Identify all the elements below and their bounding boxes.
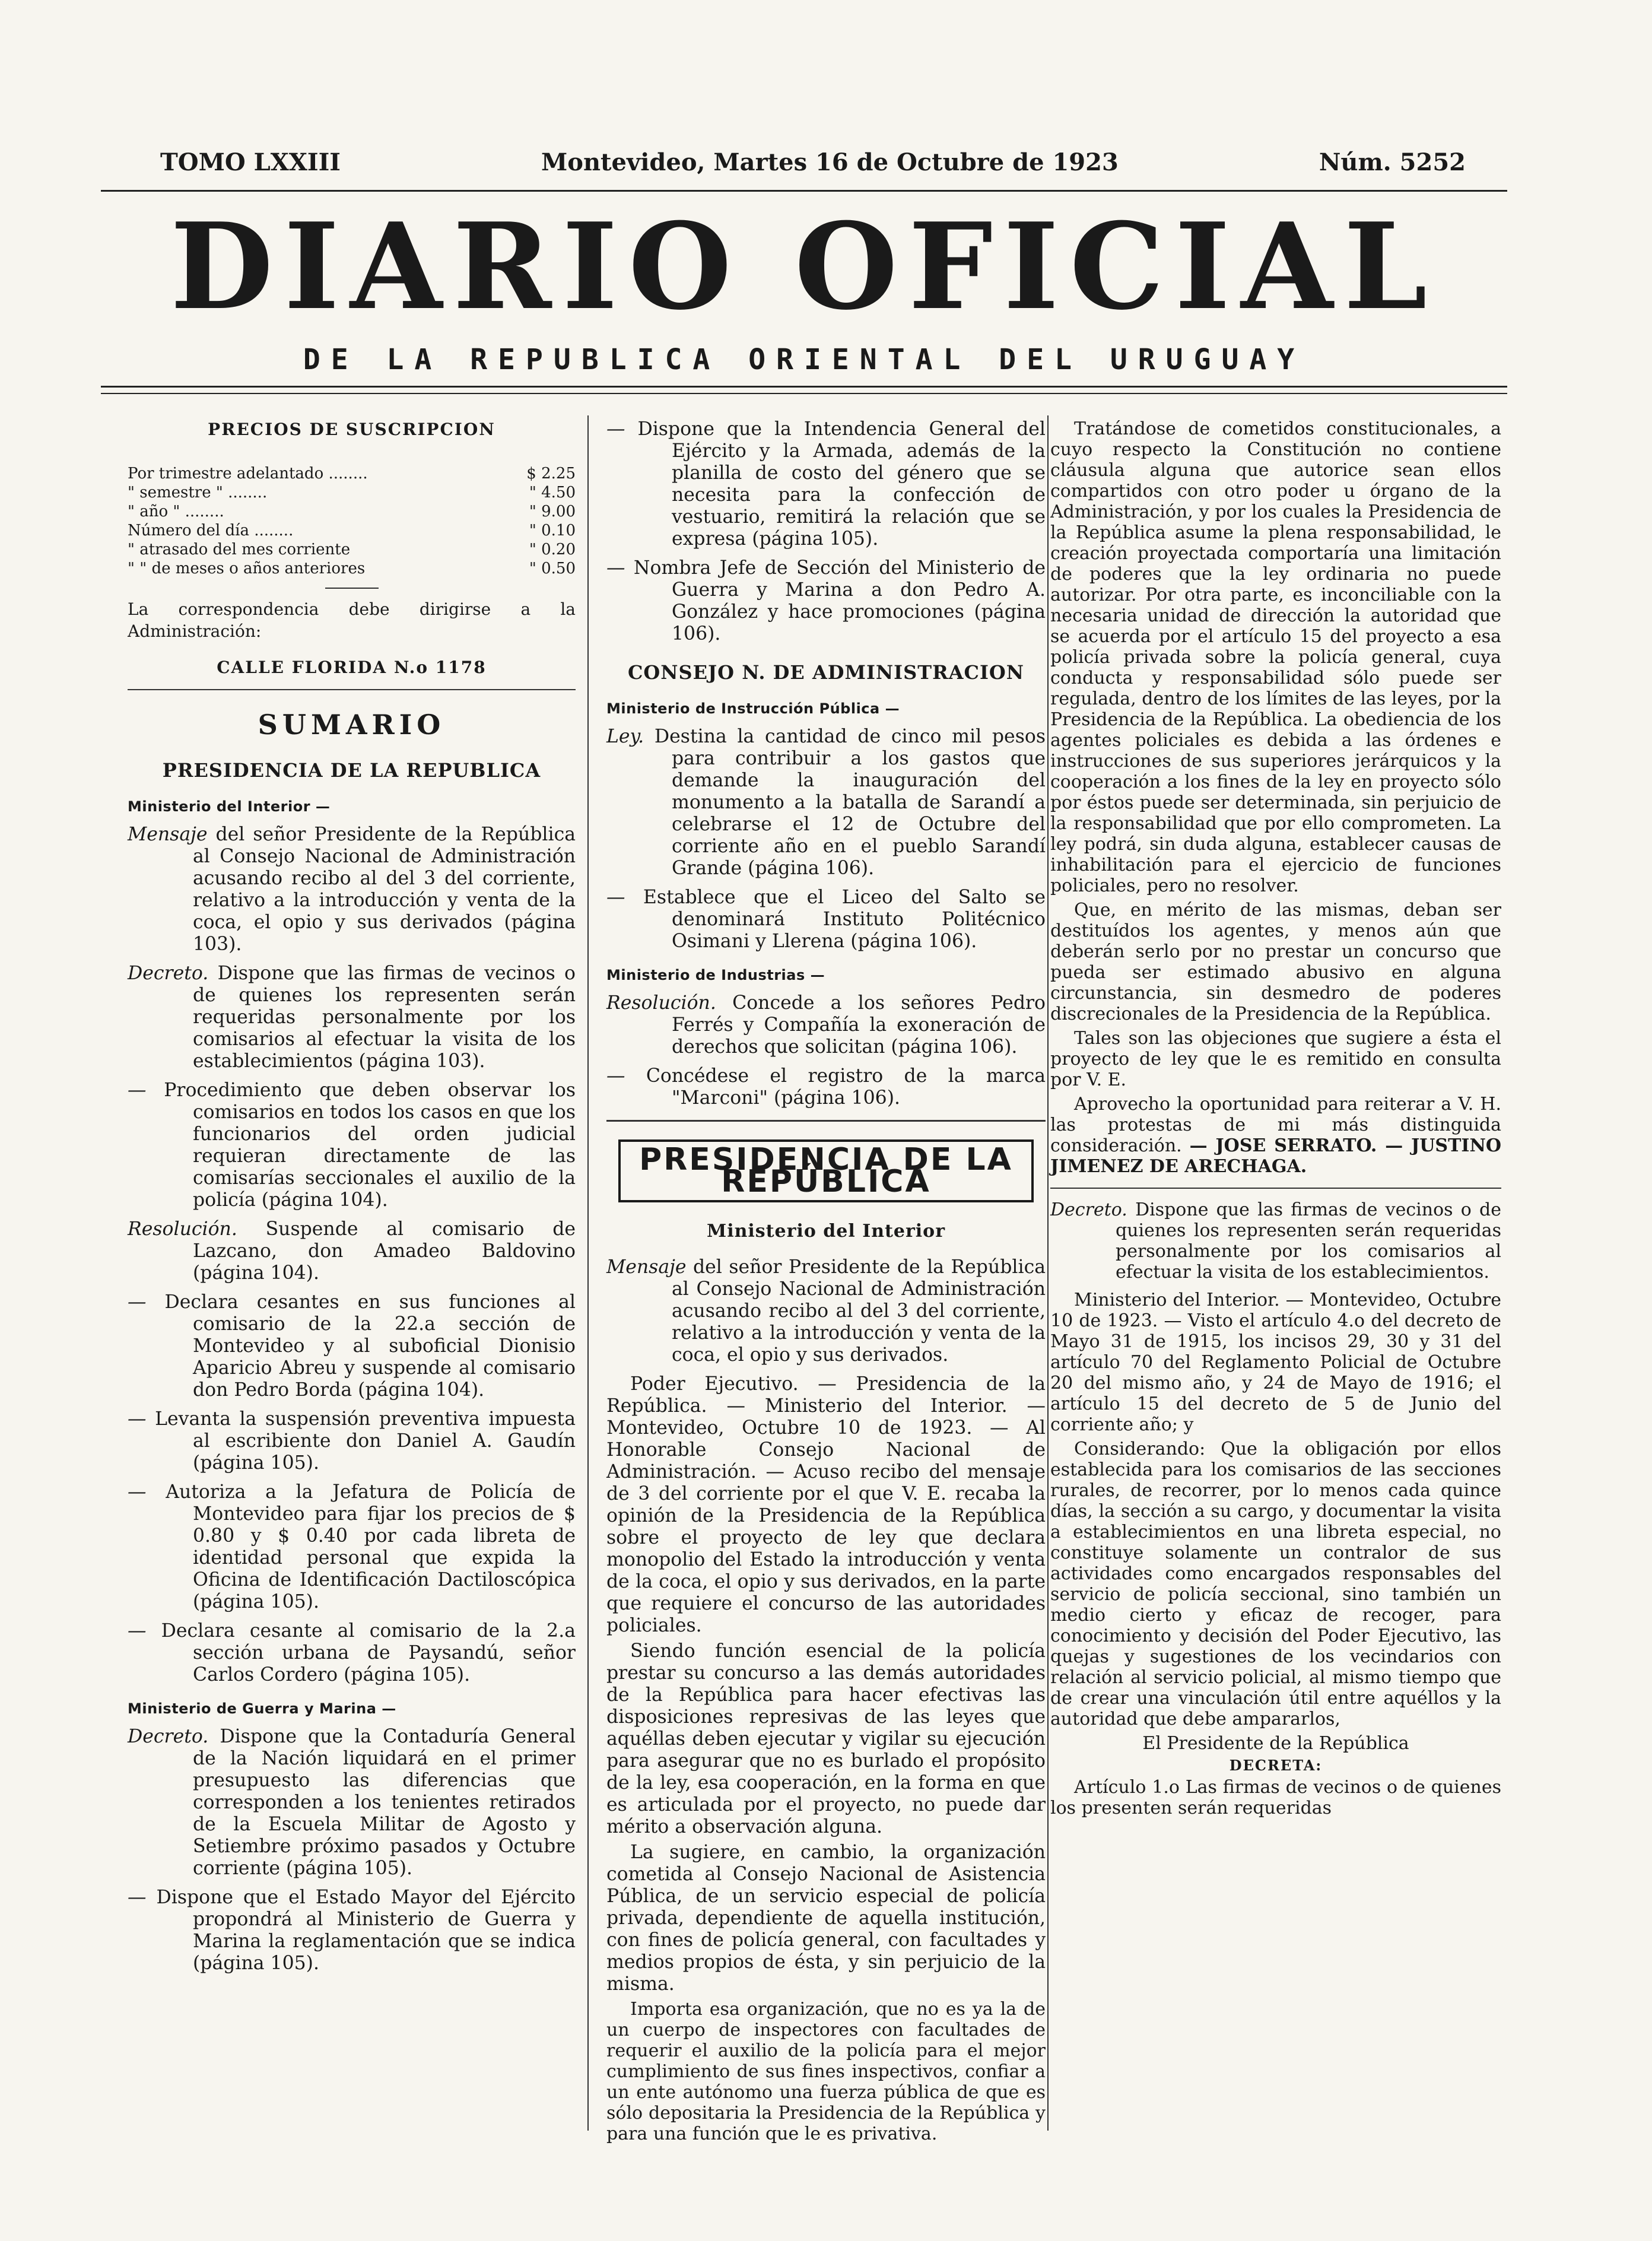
issue-number: Núm. 5252 [1319,148,1466,176]
body-paragraph: Tratándose de cometidos constitucionales, a cuyo respecto la Constitución no contiene cláusula alguna que autorice sean ellos compartidos con otro poder u órgano de la Administración, y por los cuales la Presidencia de la República asume la plena responsabilidad, le creación proyectada comportaría una limitación de poderes que la ley ordinaria no puede autorizar. Por otra parte, es inconciliable con la necesaria unidad de dirección la autoridad que se acuerda por el artículo 15 del proyecto a esa policía privada sobre la policía general, cuya conducta y responsabilidad sólo puede ser regulada, dentro de los límites de las leyes, por la Presidencia de la República. La obediencia de los agentes policiales es debida a las órdenes e instrucciones de sus superiores jerárquicos y la cooperación a los fines de la ley en proyecto sólo por éstos puede ser determinada, sin perjuicio de la responsabilidad que por ello comprometen. La ley podrá, sin duda alguna, establecer causas de inhabilitación para el ejercicio de funciones policiales, pero no resolver. [1050,418,1501,896]
entry-kind: Resolución. [606,992,716,1014]
column-3 [1050,418,1501,1822]
entry-text: Suspende al comisario de Lazcano, don Amadeo Baldovino (página 104). [193,1218,576,1284]
summary-entry [128,963,576,1072]
entry-text: Concede a los señores Pedro Ferrés y Compañía la exoneración de derechos que solicitan (página 106). [672,992,1046,1058]
entry-kind: — [128,1080,147,1101]
summary-entry [128,1218,576,1284]
entry-kind: — [128,1481,147,1503]
summary-entry [606,726,1046,880]
divider [1050,1188,1501,1189]
ministry-guerra: Ministerio de Guerra y Marina — [128,1700,396,1717]
body-paragraph: El Presidente de la República [1142,1733,1409,1754]
masthead-rule-2 [101,393,1507,394]
signatures: — JOSE SERRATO. — JUSTINO JIMENEZ DE ARECHAGA. [1050,1135,1501,1177]
entry-kind: Decreto. [128,1726,209,1747]
entry-kind: — [128,1291,147,1313]
price-value: $ 2.25 [526,465,576,483]
entry-kind: — [606,887,625,908]
articulo-text: Artículo 1.o Las firmas de vecinos o de quienes los presenten serán requeridas [1050,1777,1501,1818]
column-divider-2 [1047,415,1049,2131]
summary-entry [606,887,1046,953]
summary-entry [128,1481,576,1613]
prices-table [128,464,576,578]
price-row [128,540,576,559]
entry-kind: Ley. [606,726,644,747]
price-row [128,502,576,521]
ministry-instruccion: Ministerio de Instrucción Pública — [606,700,900,717]
entry-text: Autoriza a la Jefatura de Policía de Montevideo para fijar los precios de $ 0.80 y $ 0.40 por cada libreta de identidad personal que expida la Oficina de Identificación Dactiloscópica (página 105). [166,1481,576,1612]
summary-entry [128,1887,576,1975]
entry-text: del señor Presidente de la República al Consejo Nacional de Administración acusando recibo al del 3 del corriente, relativo a la introducción y venta de la coca, el opio y sus derivados (página 103). [193,824,576,955]
closing-text: Aprovecho la oportunidad para reiterar a V. H. las protestas de mi más distinguida consideración. [1050,1094,1501,1156]
body-paragraph: Poder Ejecutivo. — Presidencia de la República. — Ministerio del Interior. — Montevideo, Octubre 10 de 1923. — Al Honorable Consejo Nacional de Administración. — Acuso recibo del mensaje de 3 del corriente por el que V. E. recaba la opinión de la Presidencia de la República sobre el proyecto de ley que declara monopolio del Estado la introducción y venta de la coca, el opio y sus derivados, en la parte que requiere el concurso de las autoridades policiales. [606,1373,1046,1636]
price-value: " 0.20 [529,541,576,558]
price-row [128,483,576,502]
entry-text: Establece que el Liceo del Salto se denominará Instituto Politécnico Osimani y Llerena (página 106). [643,887,1046,952]
body-paragraph: Importa esa organización, que no es ya la de un cuerpo de inspectores con facultades de requerir el auxilio de la policía para el mejor cumplimiento de sus fines inspectivos, confiar a un ente autónomo una fuerza pública de que es sólo depositaria la Presidencia de la República y para una función que le es privativa. [606,1999,1046,2144]
entry-kind: — [606,1065,625,1087]
entry-text: Dispone que la Contaduría General de la Nación liquidará en el primer presupuesto las diferencias que corresponden a los tenientes retirados de la Escuela Militar de Agosto y Setiembre próximo pasados y Octubre corriente (página 105). [193,1726,576,1879]
summary-entry [128,1620,576,1686]
summary-entry [128,1291,576,1401]
sumario-title: SUMARIO [258,709,446,741]
summary-entry [128,1726,576,1880]
decreto-summary [1050,1199,1501,1283]
entry-kind: — [606,557,625,579]
body-paragraph: La sugiere, en cambio, la organización cometida al Consejo Nacional de Asistencia Pública, de un servicio especial de policía privada, dependiente de aquella institución, con fines de policía general, con facultades y medios propios de ésta, y sin perjuicio de la misma. [606,1842,1046,1995]
entry-kind: — [128,1408,147,1430]
decreta-heading: DECRETA: [1229,1757,1323,1774]
column-2 [606,418,1046,2148]
address: CALLE FLORIDA N.o 1178 [217,658,487,677]
masthead-rule-1 [101,386,1507,388]
price-label: " semestre " ........ [128,484,268,501]
ministerio-heading: Ministerio del Interior [706,1221,945,1242]
price-row [128,521,576,540]
ministry-industrias: Ministerio de Industrias — [606,967,825,983]
summary-entry [606,1065,1046,1109]
entry-text: Declara cesantes en sus funciones al comisario de la 22.a sección de Montevideo y al suboficial Dionisio Aparicio Abreu y suspende al comisario don Pedro Borda (página 104). [164,1291,576,1401]
price-label: " año " ........ [128,503,224,520]
entry-text: Declara cesante al comisario de la 2.a sección urbana de Paysandú, señor Carlos Cordero (página 105). [161,1620,576,1685]
entry-kind: Resolución. [128,1218,237,1240]
entry-kind: Mensaje [128,824,208,845]
column-1 [128,418,576,1982]
summary-entry [128,824,576,956]
price-value: " 0.50 [529,560,576,577]
column-divider-1 [587,415,589,2131]
entry-kind: Decreto. [128,963,209,984]
section-consejo: CONSEJO N. DE ADMINISTRACION [627,661,1025,684]
entry-text: Dispone que el Estado Mayor del Ejército propondrá al Ministerio de Guerra y Marina la reglamentación que se indica (página 105). [156,1887,576,1974]
summary-entry [128,1080,576,1211]
entry-text: Dispone que la Intendencia General del Ejército y la Armada, además de la planilla de costo del género que se necesita para la confección de vestuario, remitirá la relación que se expresa (página 105). [637,418,1046,550]
prices-note: La correspondencia debe dirigirse a la Administración: [128,599,576,641]
entry-text: Dispone que las firmas de vecinos o de quienes los representen serán requeridas personalmente por los comisarios al efectuar la visita de los establecimientos (página 103). [193,963,576,1072]
body-paragraph: Tales son las objeciones que sugiere a ésta el proyecto de ley que le es remitido en consulta por V. E. [1050,1028,1501,1090]
body-paragraph: Siendo función esencial de la policía prestar su concurso a las demás autoridades de la República para hacer efectivas las disposiciones represivas de las leyes que aquéllas deben ejecutar y vigilar su ejecución para asegurar que no es burlado el propósito de la ley, esa cooperación, en la forma en que es articulada por el proyecto, no puede dar mérito a observación alguna. [606,1640,1046,1837]
entry-text: Nombra Jefe de Sección del Ministerio de Guerra y Marina a don Pedro A. González y hace promociones (página 106). [633,557,1046,645]
price-value: " 0.10 [529,522,576,539]
price-row [128,464,576,483]
section-presidencia: PRESIDENCIA DE LA REPUBLICA [162,759,541,782]
body-paragraph: Considerando: Que la obligación por ellos establecida para los comisarios de las secciones rurales, de recorrer, por lo menos cada quince días, la sección a su cargo, y documentar la visita a establecimientos en una libreta especial, no constituye solamente un contralor de sus actividades como encargados responsables del servicio de policía seccional, sino también un medio cierto y eficaz de recoger, para conocimiento y decisión del Poder Ejecutivo, las quejas y sugestiones de los vecindarios con relación al servicio policial, al mismo tiempo que de crear una vinculación útil entre aquéllos y la autoridad que debe ampararlos, [1050,1439,1501,1729]
price-value: " 4.50 [529,484,576,501]
ministry-interior: Ministerio del Interior — [128,798,331,815]
summary-entry [606,992,1046,1058]
entry-kind: Decreto. [1050,1199,1127,1220]
summary-entry [606,557,1046,645]
price-value: " 9.00 [529,503,576,520]
price-label: " " de meses o años anteriores [128,560,366,577]
price-label: Por trimestre adelantado ........ [128,465,368,483]
tomo-label: TOMO LXXIII [160,148,341,176]
banner-presidencia: PRESIDENCIA DE LA REPÚBLICA [618,1139,1034,1202]
price-label: " atrasado del mes corriente [128,541,351,558]
summary-entry [606,418,1046,550]
divider [606,1120,1046,1122]
entry-text: Levanta la suspensión preventiva impuesta al escribiente don Daniel A. Gaudín (página 105). [155,1408,576,1474]
mensaje-summary [606,1256,1046,1366]
entry-kind: — [128,1887,147,1908]
entry-kind: — [128,1620,147,1642]
divider [325,588,379,589]
entry-text: del señor Presidente de la República al Consejo Nacional de Administración acusando recibo al del 3 del corriente, relativo a la introducción y venta de la coca, el opio y sus derivados. [672,1256,1046,1366]
entry-text: Procedimiento que deben observar los comisarios en todos los casos en que los funcionarios del orden judicial requieran directamente de las comisarías seccionales el auxilio de la policía (página 104). [164,1080,576,1211]
entry-kind: Mensaje [606,1256,687,1278]
masthead-title: DIARIO OFICIAL [170,197,1438,337]
header-rule [101,190,1507,192]
divider [128,689,576,690]
entry-text: Dispone que las firmas de vecinos o de quienes los representen serán requeridas personalmente por los comisarios al efectuar la visita de los establecimientos. [1116,1199,1501,1283]
masthead-subtitle: DE LA REPUBLICA ORIENTAL DEL URUGUAY [303,343,1305,376]
price-row [128,559,576,578]
prices-heading: PRECIOS DE SUSCRIPCION [208,420,495,439]
price-label: Número del día ........ [128,522,294,539]
header-line [160,148,1466,176]
body-paragraph: Ministerio del Interior. — Montevideo, Octubre 10 de 1923. — Visto el artículo 4.o del decreto de Mayo 31 de 1915, los incisos 29, 30 y 31 del artículo 70 del Reglamento Policial de Octubre 20 del mismo año, y 24 de Mayo de 1916; el artículo 15 del decreto de 5 de Junio del corriente año; y [1050,1290,1501,1435]
body-paragraph [1050,1094,1501,1177]
date-label: Montevideo, Martes 16 de Octubre de 1923 [541,148,1119,176]
summary-entry [128,1408,576,1474]
body-paragraph: Que, en mérito de las mismas, deban ser destituídos los agentes, y menos aún que deberán serlo por no prestar un concurso que pueda ser estimado abusivo en alguna circunstancia, sin desmedro de poderes discrecionales de la Presidencia de la República. [1050,900,1501,1024]
entry-text: Concédese el registro de la marca "Marconi" (página 106). [646,1065,1046,1109]
entry-text: Destina la cantidad de cinco mil pesos para contribuir a los gastos que demande la inauguración del monumento a la batalla de Sarandí a celebrarse el 12 de Octubre del corriente año en el pueblo Sarandí Grande (página 106). [654,726,1046,879]
entry-kind: — [606,418,625,440]
